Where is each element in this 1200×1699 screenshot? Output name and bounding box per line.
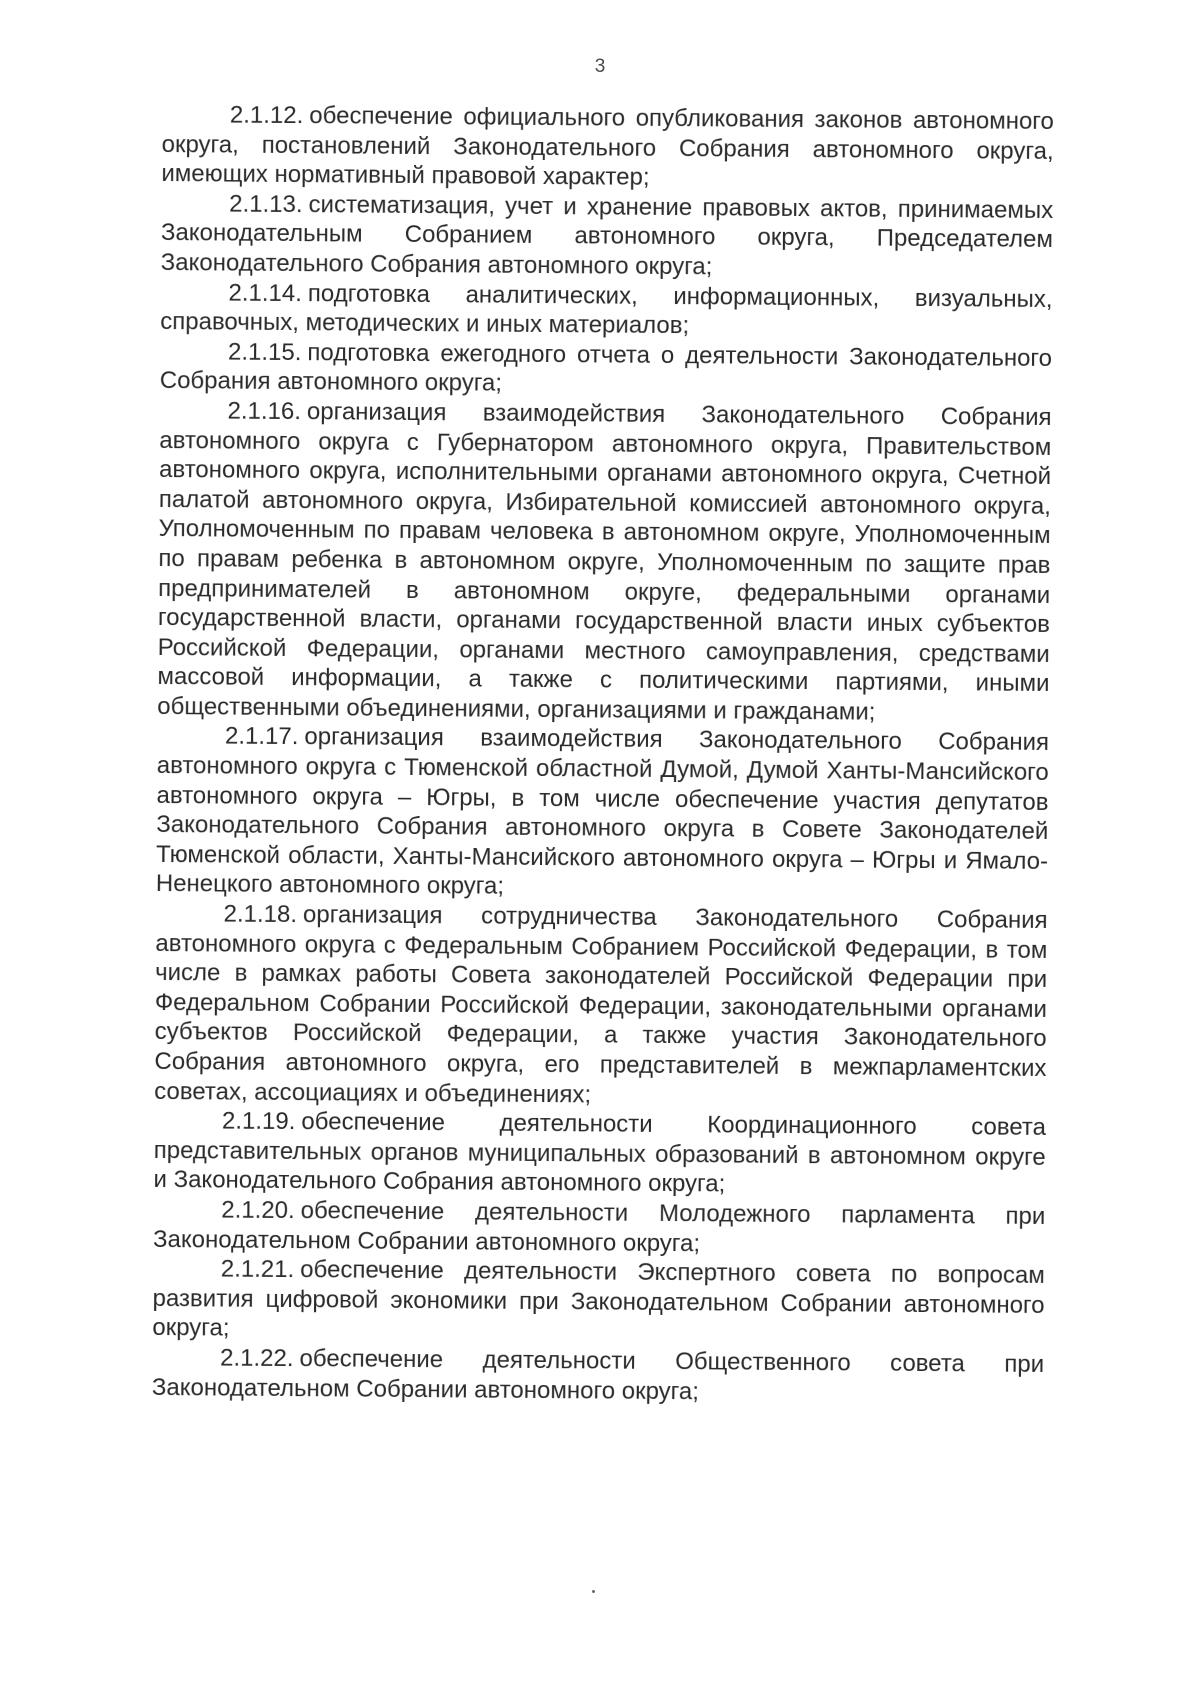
paragraph-2-1-17 [156, 721, 1049, 906]
paragraph-2-1-18 [154, 899, 1048, 1113]
scan-speck [592, 1590, 595, 1593]
paragraph-number: 2.1.15. [227, 338, 302, 366]
paragraph-number: 2.1.19. [221, 1107, 296, 1136]
paragraph-text: систематизация, учет и хранение правовых актов, принимаемых Законодательным Собранием автономного округа, Председателем Законодательного Собрания автономного округа; [160, 190, 1054, 281]
page-number: 3 [594, 56, 606, 77]
paragraph-2-1-19 [153, 1106, 1046, 1202]
paragraph-number: 2.1.16. [227, 397, 302, 426]
paragraph-text: подготовка ежегодного отчета о деятельности Законодательного Собрания автономного округа; [159, 338, 1053, 398]
paragraph-2-1-16 [157, 396, 1052, 729]
paragraph-number: 2.1.14. [228, 279, 302, 307]
paragraph-text: организация взаимодействия Законодательного Собрания автономного округа с Губернатором автономного округа, Правительством автономного округа, исполнительными органами автономного округа, Счетной палатой автономного округа, Избирательной комиссией автономного округа, Уполномоченным по правам человека в автономном округе, Уполномоченным по правам ребенка в автономном округе, Уполномоченным по защите прав предпринимателей в автономном округе, федеральными органами государственной власти, органами государственной власти иных субъектов Российской Федерации, органами местного самоуправления, средствами массовой информации, а также с политическими партиями, иными общественными объединениями, организациями и гражданами; [157, 398, 1052, 726]
paragraph-number: 2.1.22. [220, 1344, 294, 1373]
document-body [152, 100, 1054, 1409]
paragraph-2-1-13 [161, 189, 1054, 285]
paragraph-number: 2.1.17. [224, 722, 299, 751]
paragraph-number: 2.1.12. [229, 101, 304, 130]
paragraph-2-1-12 [161, 100, 1054, 196]
paragraph-number: 2.1.13. [229, 190, 303, 218]
paragraph-2-1-22 [152, 1343, 1044, 1409]
paragraph-text: подготовка аналитических, информационных, визуальных, справочных, методических и иных материалов; [160, 279, 1053, 340]
paragraph-text: организация взаимодействия Законодательного Собрания автономного округа с Тюменской областной Думой, Думой Ханты-Мансийского автономного округа – Югры, в том числе обеспечение участия депутатов Законодательного Собрания автономного округа в Совете Законодателей Тюменской области, Ханты-Мансийского автономного округа – Югры и Ямало-Ненецкого автономного округа; [155, 723, 1050, 901]
paragraph-2-1-20 [153, 1195, 1045, 1261]
paragraph-text: организация сотрудничества Законодательного Собрания автономного округа с Федеральным Собранием Российской Федерации, в том числе в рамках работы Совета законодателей Российской Федерации при Федеральном Собрании Российской Федерации, законодательными органами субъектов Российской Федерации, а также участия Законодательного Собрания автономного округа, его представителей в межпарламентских советах, ассоциациях и объединениях; [154, 901, 1048, 1108]
paragraph-2-1-15 [160, 337, 1052, 403]
paragraph-text: обеспечение деятельности Координационного совета представительных органов муниципальных образований в автономном округе и Законодательного Собрания автономного округа; [153, 1108, 1047, 1198]
paragraph-text: обеспечение деятельности Экспертного совета по вопросам развития цифровой экономики при Законодательном Собрании автономного округа; [152, 1256, 1045, 1342]
paragraph-text: обеспечение официального опубликования законов автономного округа, постановлений Законодательного Собрания автономного округа, имеющих нормативный правовой характер; [161, 102, 1054, 192]
paragraph-2-1-14 [160, 278, 1052, 344]
paragraph-number: 2.1.18. [223, 900, 298, 929]
paragraph-text: обеспечение деятельности Молодежного парламента при Законодательном Собрании автономного округа; [152, 1197, 1046, 1257]
paragraph-number: 2.1.21. [220, 1255, 295, 1284]
paragraph-number: 2.1.20. [221, 1196, 295, 1225]
paragraph-2-1-21 [152, 1254, 1045, 1350]
paragraph-text: обеспечение деятельности Общественного совета при Законодательном Собрании автономного округа; [151, 1345, 1045, 1405]
